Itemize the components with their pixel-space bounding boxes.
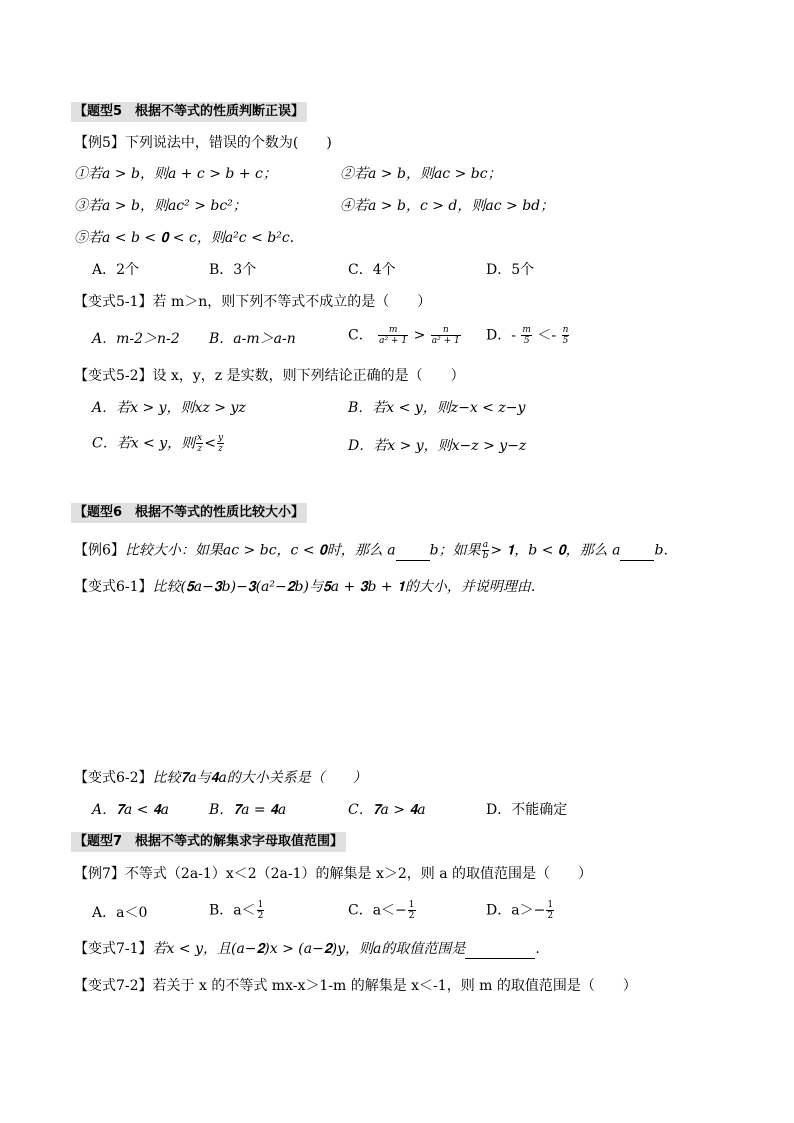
- option-d: D．- $\frac{m}{5}$ ＜- $\frac{n}{5}$: [486, 325, 569, 346]
- question-tag: 【变式6-1】: [74, 579, 153, 595]
- option-a: A．2个: [92, 262, 140, 278]
- section-title-7: 【题型7 根据不等式的解集求字母取值范围】: [71, 832, 346, 852]
- fraction: $\frac{\text{𝑥}}{\text{𝑧}}$: [197, 433, 203, 454]
- variant-6-1: [74, 577, 535, 597]
- question-text: 若 m＞n，则下列不等式不成立的是（ ）: [152, 294, 432, 310]
- question-tag: 【变式6-2】: [74, 770, 153, 786]
- fraction: $\frac{1}{2}$: [257, 900, 264, 921]
- option-c: C．4个: [348, 262, 396, 278]
- question-tag: 【例7】: [74, 866, 125, 882]
- answer-blank[interactable]: [620, 546, 654, 561]
- option-a: A．𝟕𝑎 < 𝟒𝑎: [92, 802, 170, 818]
- question-text: 不等式（2a-1）x＜2（2a-1）的解集是 x＞2，则 a 的取值范围是（ ）: [124, 866, 593, 882]
- example-7: [74, 864, 592, 884]
- option-b: B．3个: [209, 262, 257, 278]
- question-text: 下列说法中，错误的个数为( ): [124, 135, 332, 151]
- option-c: C．a＜− $\frac{1}{2}$: [348, 900, 415, 921]
- statement-5: ⑤若𝑎 < 𝑏 < 𝟎 < 𝑐，则𝑎²𝑐 < 𝑏²𝑐.: [74, 230, 295, 246]
- section-title-5: 【题型5 根据不等式的性质判断正误】: [71, 102, 307, 122]
- option-b: B．若𝑥 < 𝑦，则𝑧−𝑥 < 𝑧−𝑦: [348, 400, 526, 416]
- option-c: C． $\frac{m}{\text{a² + 1}}$ > $\frac{n}{\text{a² + 1}}$: [348, 325, 460, 346]
- option-c: C．𝟕𝑎 > 𝟒𝑎: [348, 802, 426, 818]
- example-6: 【例6】比较大小：如果𝑎𝑐 > 𝑏𝑐，𝑐 < 𝟎时，那么 𝑎 𝑏；如果 $\frac{\text{𝑎}}{\text{𝑏}}$ > 𝟏，𝑏 < 𝟎，那么 𝑎 𝑏.: [74, 540, 668, 561]
- statement-3: ③若𝑎 > 𝑏，则𝑎𝑐² > 𝑏𝑐²；: [74, 198, 247, 214]
- fraction: $\frac{m}{\text{a² + 1}}$: [379, 325, 408, 346]
- example-5: [74, 133, 332, 153]
- option-a: A．m-2＞n-2: [92, 331, 180, 347]
- question-tag: 【变式5-1】: [74, 294, 153, 310]
- fraction: $\frac{1}{2}$: [408, 900, 415, 921]
- option-c: C．若𝑥 < 𝑦，则 $\frac{\text{𝑥}}{\text{𝑧}}$ < $\frac{\text{𝑦}}{\text{𝑧}}$: [92, 433, 224, 454]
- fraction: $\frac{n}{5}$: [562, 325, 569, 346]
- question-tag: 【例6】: [74, 542, 125, 559]
- statement-2: ②若𝑎 > 𝑏，则𝑎𝑐 > 𝑏𝑐；: [340, 166, 502, 182]
- question-text: 设 x，y，z 是实数，则下列结论正确的是（ ）: [152, 368, 465, 384]
- option-a: A．若𝑥 > 𝑦，则𝑥𝑧 > 𝑦𝑧: [92, 400, 246, 416]
- fraction: $\frac{\text{𝑎}}{\text{𝑏}}$: [482, 540, 489, 561]
- variant-6-2: [74, 768, 367, 788]
- question-tag: 【变式7-1】: [74, 941, 153, 957]
- answer-blank[interactable]: [465, 944, 535, 959]
- option-d: D．5个: [486, 262, 535, 278]
- answer-blank[interactable]: [396, 546, 430, 561]
- question-text: 若关于 x 的不等式 mx-x＞1-m 的解集是 x＜-1，则 m 的取值范围是（ ）: [152, 978, 637, 994]
- option-b: B．a-m＞a-n: [209, 331, 296, 347]
- option-d: D．若𝑥 > 𝑦，则𝑥−𝑧 > 𝑦−𝑧: [348, 438, 527, 454]
- fraction: $\frac{\text{𝑦}}{\text{𝑧}}$: [217, 433, 224, 454]
- option-b: B．𝟕𝑎 = 𝟒𝑎: [209, 802, 287, 818]
- statement-1: ①若𝑎 > 𝑏，则𝑎 + 𝑐 > 𝑏 + 𝑐；: [74, 166, 277, 182]
- variant-5-2: [74, 366, 465, 386]
- option-d: D．a＞− $\frac{1}{2}$: [486, 900, 554, 921]
- variant-5-1: [74, 292, 431, 312]
- statement-4: ④若𝑎 > 𝑏，𝑐 > 𝑑，则𝑎𝑐 > 𝑏𝑑；: [340, 198, 555, 214]
- question-tag: 【变式7-2】: [74, 978, 153, 994]
- option-d: D．不能确定: [486, 802, 568, 818]
- option-b: B．a＜ $\frac{1}{2}$: [209, 900, 264, 921]
- question-tag: 【例5】: [74, 135, 125, 151]
- fraction: $\frac{1}{2}$: [547, 900, 554, 921]
- variant-7-1: 【变式7-1】若𝑥 < 𝑦，且(𝑎−𝟐)𝑥 > (𝑎−𝟐)𝑦，则𝑎的取值范围是 .: [74, 941, 540, 957]
- fraction: $\frac{m}{5}$: [522, 325, 531, 346]
- variant-7-2: [74, 976, 637, 996]
- section-title-6: 【题型6 根据不等式的性质比较大小】: [71, 503, 307, 523]
- question-tag: 【变式5-2】: [74, 368, 153, 384]
- fraction: $\frac{n}{\text{a² + 1}}$: [431, 325, 460, 346]
- question-text: 比较𝟕𝑎与𝟒𝑎的大小关系是（ ）: [152, 770, 367, 786]
- question-text: 比较(𝟓𝑎−𝟑𝑏)−𝟑(𝑎²−𝟐𝑏)与𝟓𝑎 + 𝟑𝑏 + 𝟏的大小，并说明理由.: [152, 579, 536, 595]
- option-a: A．a＜0: [92, 905, 148, 921]
